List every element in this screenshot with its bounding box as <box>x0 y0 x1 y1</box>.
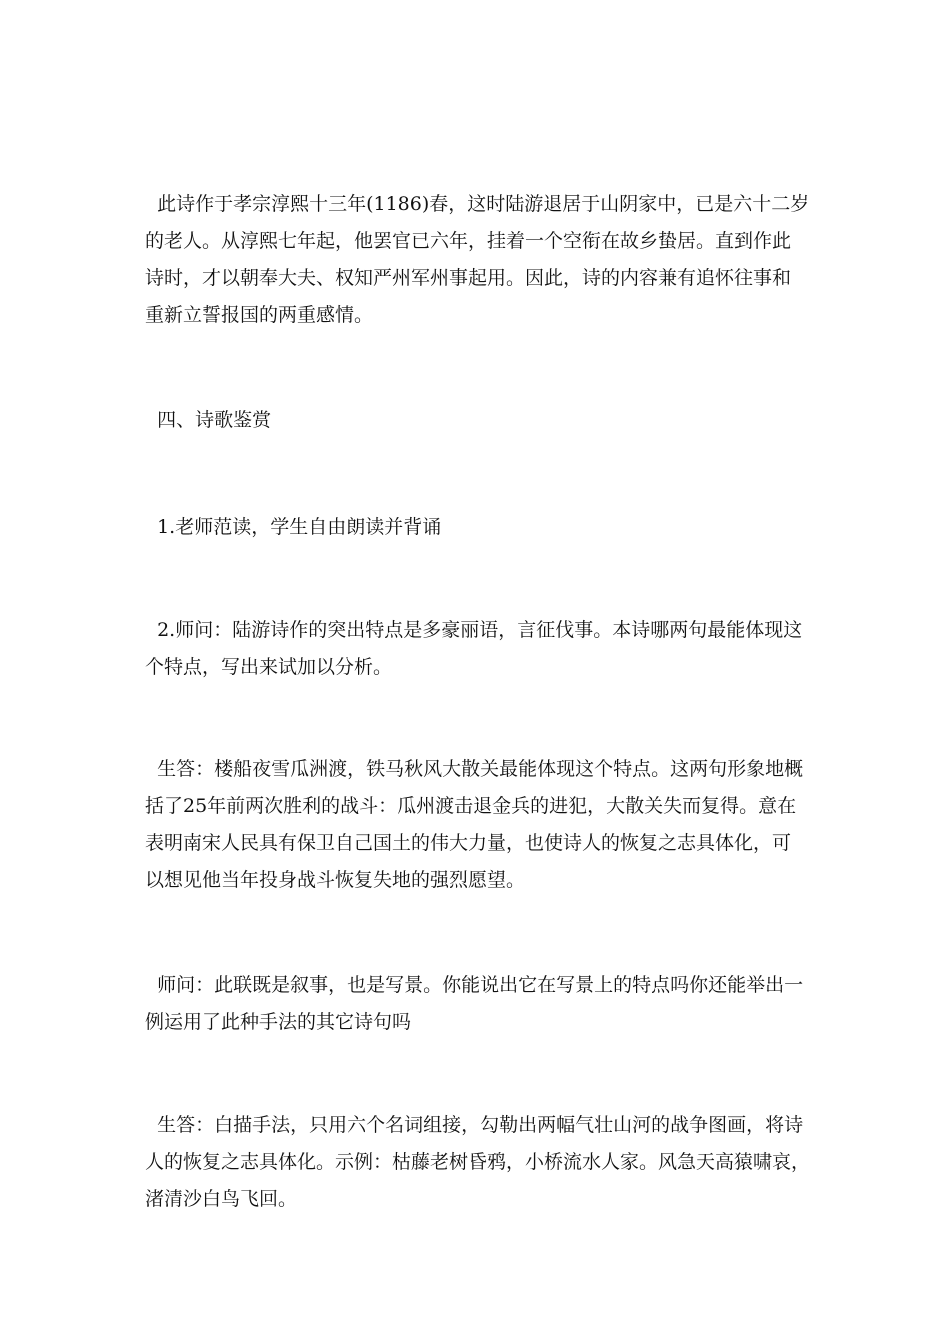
paragraph-line: 生答：楼船夜雪瓜洲渡，铁马秋风大散关最能体现这个特点。这两句形象地概 <box>145 758 804 780</box>
paragraph-line: 个特点，写出来试加以分析。 <box>145 656 393 678</box>
section-heading <box>145 402 271 439</box>
paragraph-background <box>145 186 809 334</box>
paragraph-line: 此诗作于孝宗淳熙十三年(1186)春，这时陆游退居于山阴家中，已是六十二岁 <box>145 193 810 215</box>
paragraph-line: 渚清沙白鸟飞回。 <box>145 1188 298 1210</box>
paragraph-line: 重新立誓报国的两重感情。 <box>145 304 374 326</box>
paragraph-line: 生答：白描手法，只用六个名词组接，勾勒出两幅气壮山河的战争图画，将诗 <box>145 1114 804 1136</box>
paragraph-line: 人的恢复之志具体化。示例：枯藤老树昏鸦，小桥流水人家。风急天高猿啸哀， <box>145 1151 811 1173</box>
paragraph-line: 的老人。从淳熙七年起，他罢官已六年，挂着一个空衔在故乡蛰居。直到作此 <box>145 230 792 252</box>
paragraph-line: 表明南宋人民具有保卫自己国土的伟大力量，也使诗人的恢复之志具体化，可 <box>145 832 792 854</box>
paragraph-teacher-question-2 <box>145 967 809 1041</box>
section-heading-text: 四、诗歌鉴赏 <box>145 409 272 431</box>
paragraph-line: 括了25年前两次胜利的战斗：瓜州渡击退金兵的进犯，大散关失而复得。意在 <box>145 795 797 817</box>
paragraph-line: 师问：此联既是叙事，也是写景。你能说出它在写景上的特点吗你还能举出一 <box>145 974 804 996</box>
paragraph-step-1 <box>145 509 809 546</box>
paragraph-line: 例运用了此种手法的其它诗句吗 <box>145 1011 412 1033</box>
paragraph-line: 1.老师范读，学生自由朗读并背诵 <box>145 516 442 538</box>
paragraph-teacher-question-1 <box>145 612 809 686</box>
document-page <box>145 0 809 1344</box>
paragraph-line: 诗时，才以朝奉大夫、权知严州军州事起用。因此，诗的内容兼有追怀往事和 <box>145 267 792 289</box>
paragraph-line: 以想见他当年投身战斗恢复失地的强烈愿望。 <box>145 869 526 891</box>
paragraph-student-answer-1 <box>145 751 809 899</box>
paragraph-line: 2.师问：陆游诗作的突出特点是多豪丽语，言征伐事。本诗哪两句最能体现这 <box>145 619 803 641</box>
paragraph-student-answer-2 <box>145 1107 809 1218</box>
